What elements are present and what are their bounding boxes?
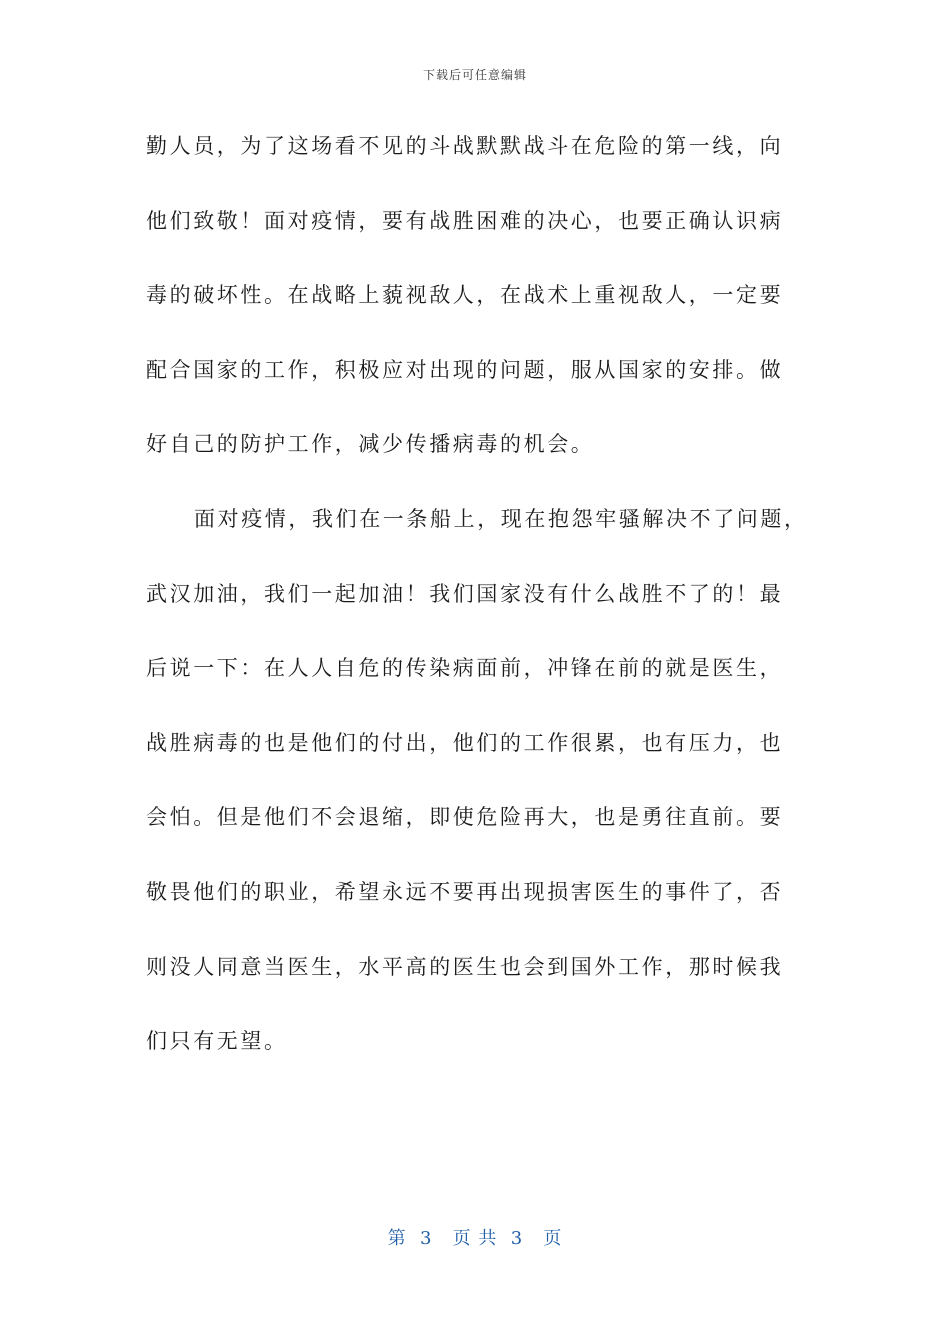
paragraph-start-line: 面对疫情，我们在一条船上，现在抱怨牢骚解决不了问题， <box>194 506 808 531</box>
text-line: 配合国家的工作，积极应对出现的问题，服从国家的安排。做 <box>146 357 784 382</box>
text-line: 则没人同意当医生，水平高的医生也会到国外工作，那时候我 <box>146 954 784 979</box>
text-line: 他们致敬！面对疫情，要有战胜困难的决心，也要正确认识病 <box>146 208 784 233</box>
text-line: 好自己的防护工作，减少传播病毒的机会。 <box>146 432 595 457</box>
text-line: 战胜病毒的也是他们的付出，他们的工作很累，也有压力，也 <box>146 730 784 755</box>
text-line: 们只有无望。 <box>146 1029 288 1054</box>
text-line: 武汉加油，我们一起加油！我们国家没有什么战胜不了的！最 <box>146 581 784 606</box>
text-line: 后说一下：在人人自危的传染病面前，冲锋在前的就是医生， <box>146 656 784 681</box>
text-line: 敬畏他们的职业，希望永远不要再出现损害医生的事件了，否 <box>146 879 784 904</box>
text-line: 会怕。但是他们不会退缩，即使危险再大，也是勇往直前。要 <box>146 805 784 830</box>
page-number-footer: 第 3 页 共 3 页 <box>387 1228 563 1249</box>
document-body <box>146 124 806 1094</box>
page-header-note: 下载后可任意编辑 <box>422 68 527 82</box>
text-line: 勤人员，为了这场看不见的斗战默默战斗在危险的第一线，向 <box>146 134 784 158</box>
text-line: 毒的破坏性。在战略上藐视敌人，在战术上重视敌人，一定要 <box>146 283 784 308</box>
